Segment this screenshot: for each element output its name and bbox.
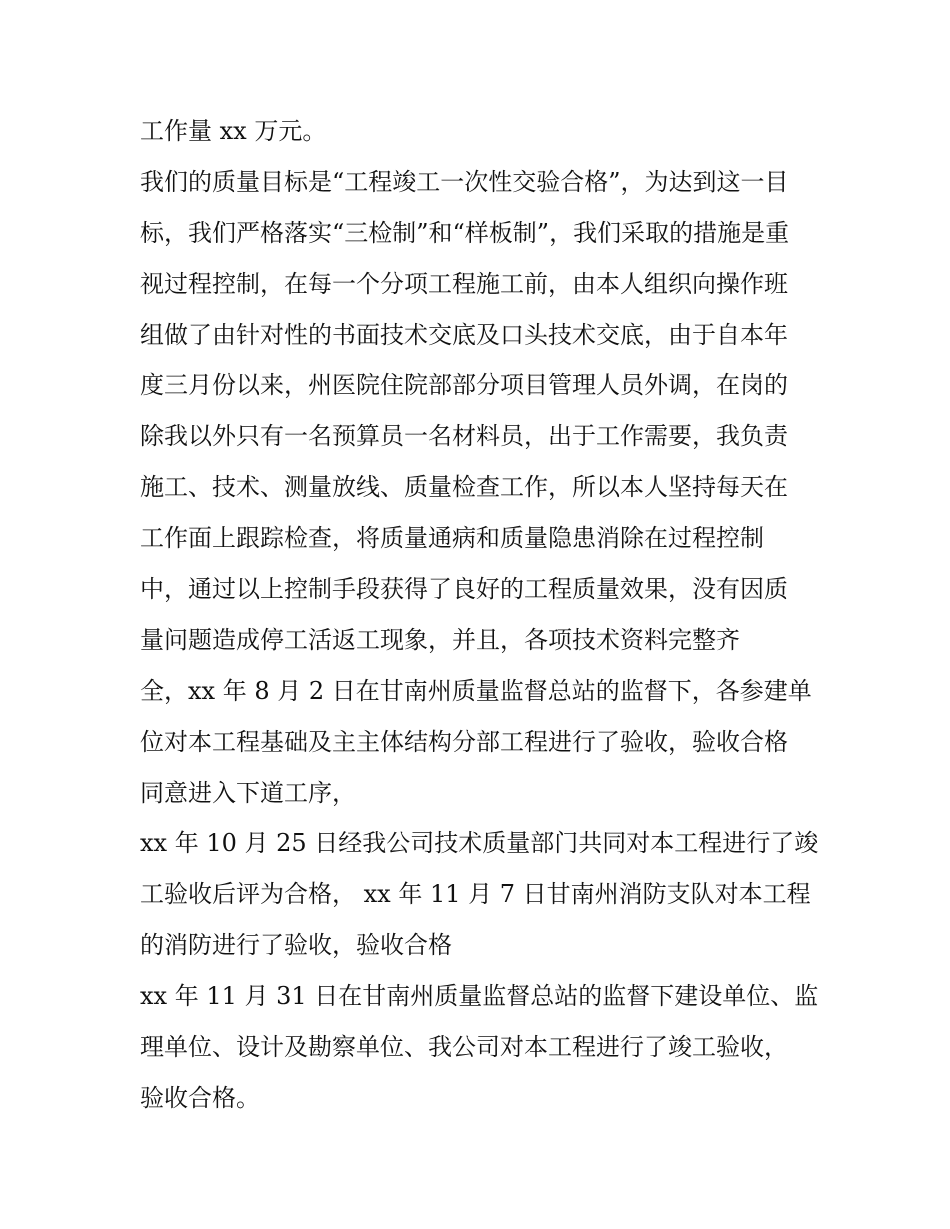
text-line: 除我以外只有一名预算员一名材料员，出于工作需要，我负责 bbox=[140, 422, 788, 451]
text-line: 我们的质量目标是“工程竣工一次性交验合格”，为达到这一目 bbox=[140, 167, 789, 196]
text-line: 验收合格。 bbox=[140, 1083, 260, 1112]
text-line: 同意进入下道工序， bbox=[140, 778, 356, 807]
text-line: 位对本工程基础及主主体结构分部工程进行了验收，验收合格 bbox=[140, 727, 788, 756]
text-line: 工验收后评为合格， xx 年 11 月 7 日甘南州消防支队对本工程 bbox=[140, 880, 811, 909]
text-line: 中，通过以上控制手段获得了良好的工程质量效果，没有因质 bbox=[140, 575, 788, 604]
text-line: xx 年 11 月 31 日在甘南州质量监督总站的监督下建设单位、监 bbox=[140, 982, 819, 1011]
text-line: 的消防进行了验收，验收合格 bbox=[140, 931, 452, 960]
text-line: 视过程控制，在每一个分项工程施工前，由本人组织向操作班 bbox=[140, 269, 788, 298]
text-line: 施工、技术、测量放线、质量检查工作，所以本人坚持每天在 bbox=[140, 473, 788, 502]
text-line: 理单位、设计及勘察单位、我公司对本工程进行了竣工验收， bbox=[140, 1033, 788, 1062]
text-line: 全，xx 年 8 月 2 日在甘南州质量监督总站的监督下，各参建单 bbox=[140, 676, 812, 705]
text-line: 量问题造成停工活返工现象，并且，各项技术资料完整齐 bbox=[140, 625, 740, 654]
text-line: xx 年 10 月 25 日经我公司技术质量部门共同对本工程进行了竣 bbox=[140, 829, 819, 858]
text-line: 组做了由针对性的书面技术交底及口头技术交底，由于自本年 bbox=[140, 320, 788, 349]
text-line: 工作面上跟踪检查，将质量通病和质量隐患消除在过程控制 bbox=[140, 524, 764, 553]
text-line: 标，我们严格落实“三检制”和“样板制”，我们采取的措施是重 bbox=[140, 218, 790, 247]
text-line: 度三月份以来，州医院住院部部分项目管理人员外调，在岗的 bbox=[140, 371, 788, 400]
text-line: 工作量 xx 万元。 bbox=[140, 117, 327, 145]
body-text bbox=[140, 106, 820, 1124]
